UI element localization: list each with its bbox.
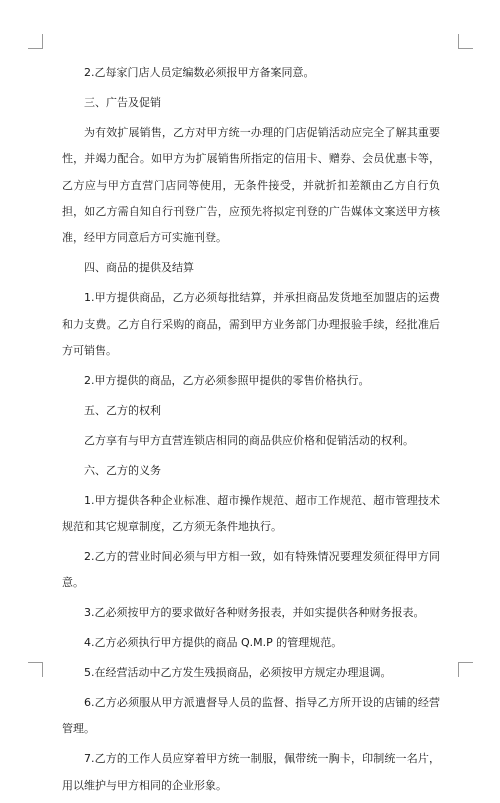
- document-body: [62, 60, 440, 803]
- paragraph-obligation-3: 3.乙必须按甲方的要求做好各种财务报表，并如实提供各种财务报表。: [84, 606, 425, 620]
- paragraph-staffing: 2.乙每家门店人员定编数必须报甲方备案同意。: [84, 66, 315, 79]
- paragraph-supply-2: 2.甲方提供的商品，乙方必须参照甲提供的零售价格执行。: [84, 373, 370, 387]
- section-heading-advertising: 三、广告及促销: [84, 95, 161, 109]
- crop-mark-top-right: [458, 34, 473, 49]
- paragraph-obligation-5: 5.在经营活动中乙方发生残损商品，必须按甲方规定办理退调。: [84, 666, 392, 680]
- crop-mark-bottom-left: [28, 662, 43, 677]
- paragraph-obligation-6: 6.乙方必须服从甲方派遣督导人员的监督、指导乙方所开设的店铺的经营管理。: [62, 695, 440, 736]
- paragraph-obligation-1: 1.甲方提供各种企业标准、超市操作规范、超市工作规范、超市管理技术规范和其它规章制度，乙方须无条件地执行。: [62, 493, 440, 533]
- paragraph-rights: 乙方享有与甲方直营连锁店相同的商品供应价格和促销活动的权利。: [84, 433, 414, 447]
- paragraph-obligation-4: 4.乙方必须执行甲方提供的商品 Q.M.P 的管理规范。: [84, 636, 343, 650]
- section-heading-supply-settlement: 四、商品的提供及结算: [84, 261, 194, 275]
- paragraph-obligation-7: 7.乙方的工作人员应穿着甲方统一制服，佩带统一胸卡，印制统一名片，用以维护与甲方相同的企业形象。: [62, 752, 440, 792]
- crop-mark-bottom-right: [458, 662, 473, 677]
- crop-mark-top-left: [28, 34, 43, 49]
- paragraph-supply-1: 1.甲方提供商品，乙方必须每批结算，并承担商品发货地至加盟店的运费和力支费。乙方自行采购的商品，需到甲方业务部门办理报验手续，经批准后方可销售。: [62, 291, 440, 358]
- section-heading-rights: 五、乙方的权利: [84, 403, 161, 417]
- section-heading-obligations: 六、乙方的义务: [84, 463, 161, 477]
- paragraph-obligation-2: 2.乙方的营业时间必须与甲方相一致，如有特殊情况要理发须征得甲方同意。: [62, 549, 440, 590]
- paragraph-promotion: 为有效扩展销售，乙方对甲方统一办理的门店促销活动应完全了解其重要性，并竭力配合。如甲方为扩展销售所指定的信用卡、赠券、会员优惠卡等，乙方应与甲方直营门店同等使用，无条件接受，并就折扣差额由乙方自行负担，如乙方需自知自行刊登广告，应预先将拟定刊登的广告媒体文案送甲方核准，经甲方同意后方可实施刊登。: [62, 125, 440, 245]
